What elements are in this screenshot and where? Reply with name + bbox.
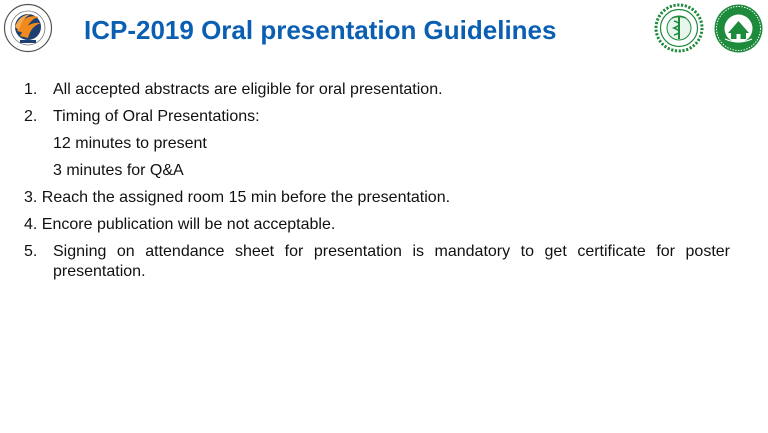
guidelines-list xyxy=(24,80,730,289)
item-text: Encore publication will be not acceptable. xyxy=(41,216,336,233)
item-number: 4. xyxy=(24,216,38,233)
item-text: Signing on attendance sheet for presentation is mandatory to get certificate for poster presentation. xyxy=(53,243,730,280)
guideline-item-2 xyxy=(24,107,730,127)
item-number: 3. xyxy=(24,189,38,206)
item-number: 1. xyxy=(24,81,38,98)
guideline-item-5 xyxy=(24,242,730,282)
item-number: 2. xyxy=(24,108,38,125)
pharmacy-emblem-icon xyxy=(654,3,704,53)
guideline-subitem-present-time: 12 minutes to present xyxy=(53,135,207,152)
guideline-item-3 xyxy=(24,188,730,208)
guideline-item-1 xyxy=(24,80,730,100)
guideline-subitem-qa-time: 3 minutes for Q&A xyxy=(53,162,184,179)
item-text: Reach the assigned room 15 min before the presentation. xyxy=(41,189,451,206)
item-text: All accepted abstracts are eligible for oral presentation. xyxy=(53,81,443,98)
page-title: ICP-2019 Oral presentation Guidelines xyxy=(84,15,557,45)
item-number: 5. xyxy=(24,243,38,260)
welfare-society-emblem-icon xyxy=(713,3,764,54)
item-text: Timing of Oral Presentations: xyxy=(53,108,260,125)
university-seal-icon xyxy=(3,3,53,53)
guideline-item-4 xyxy=(24,215,730,235)
